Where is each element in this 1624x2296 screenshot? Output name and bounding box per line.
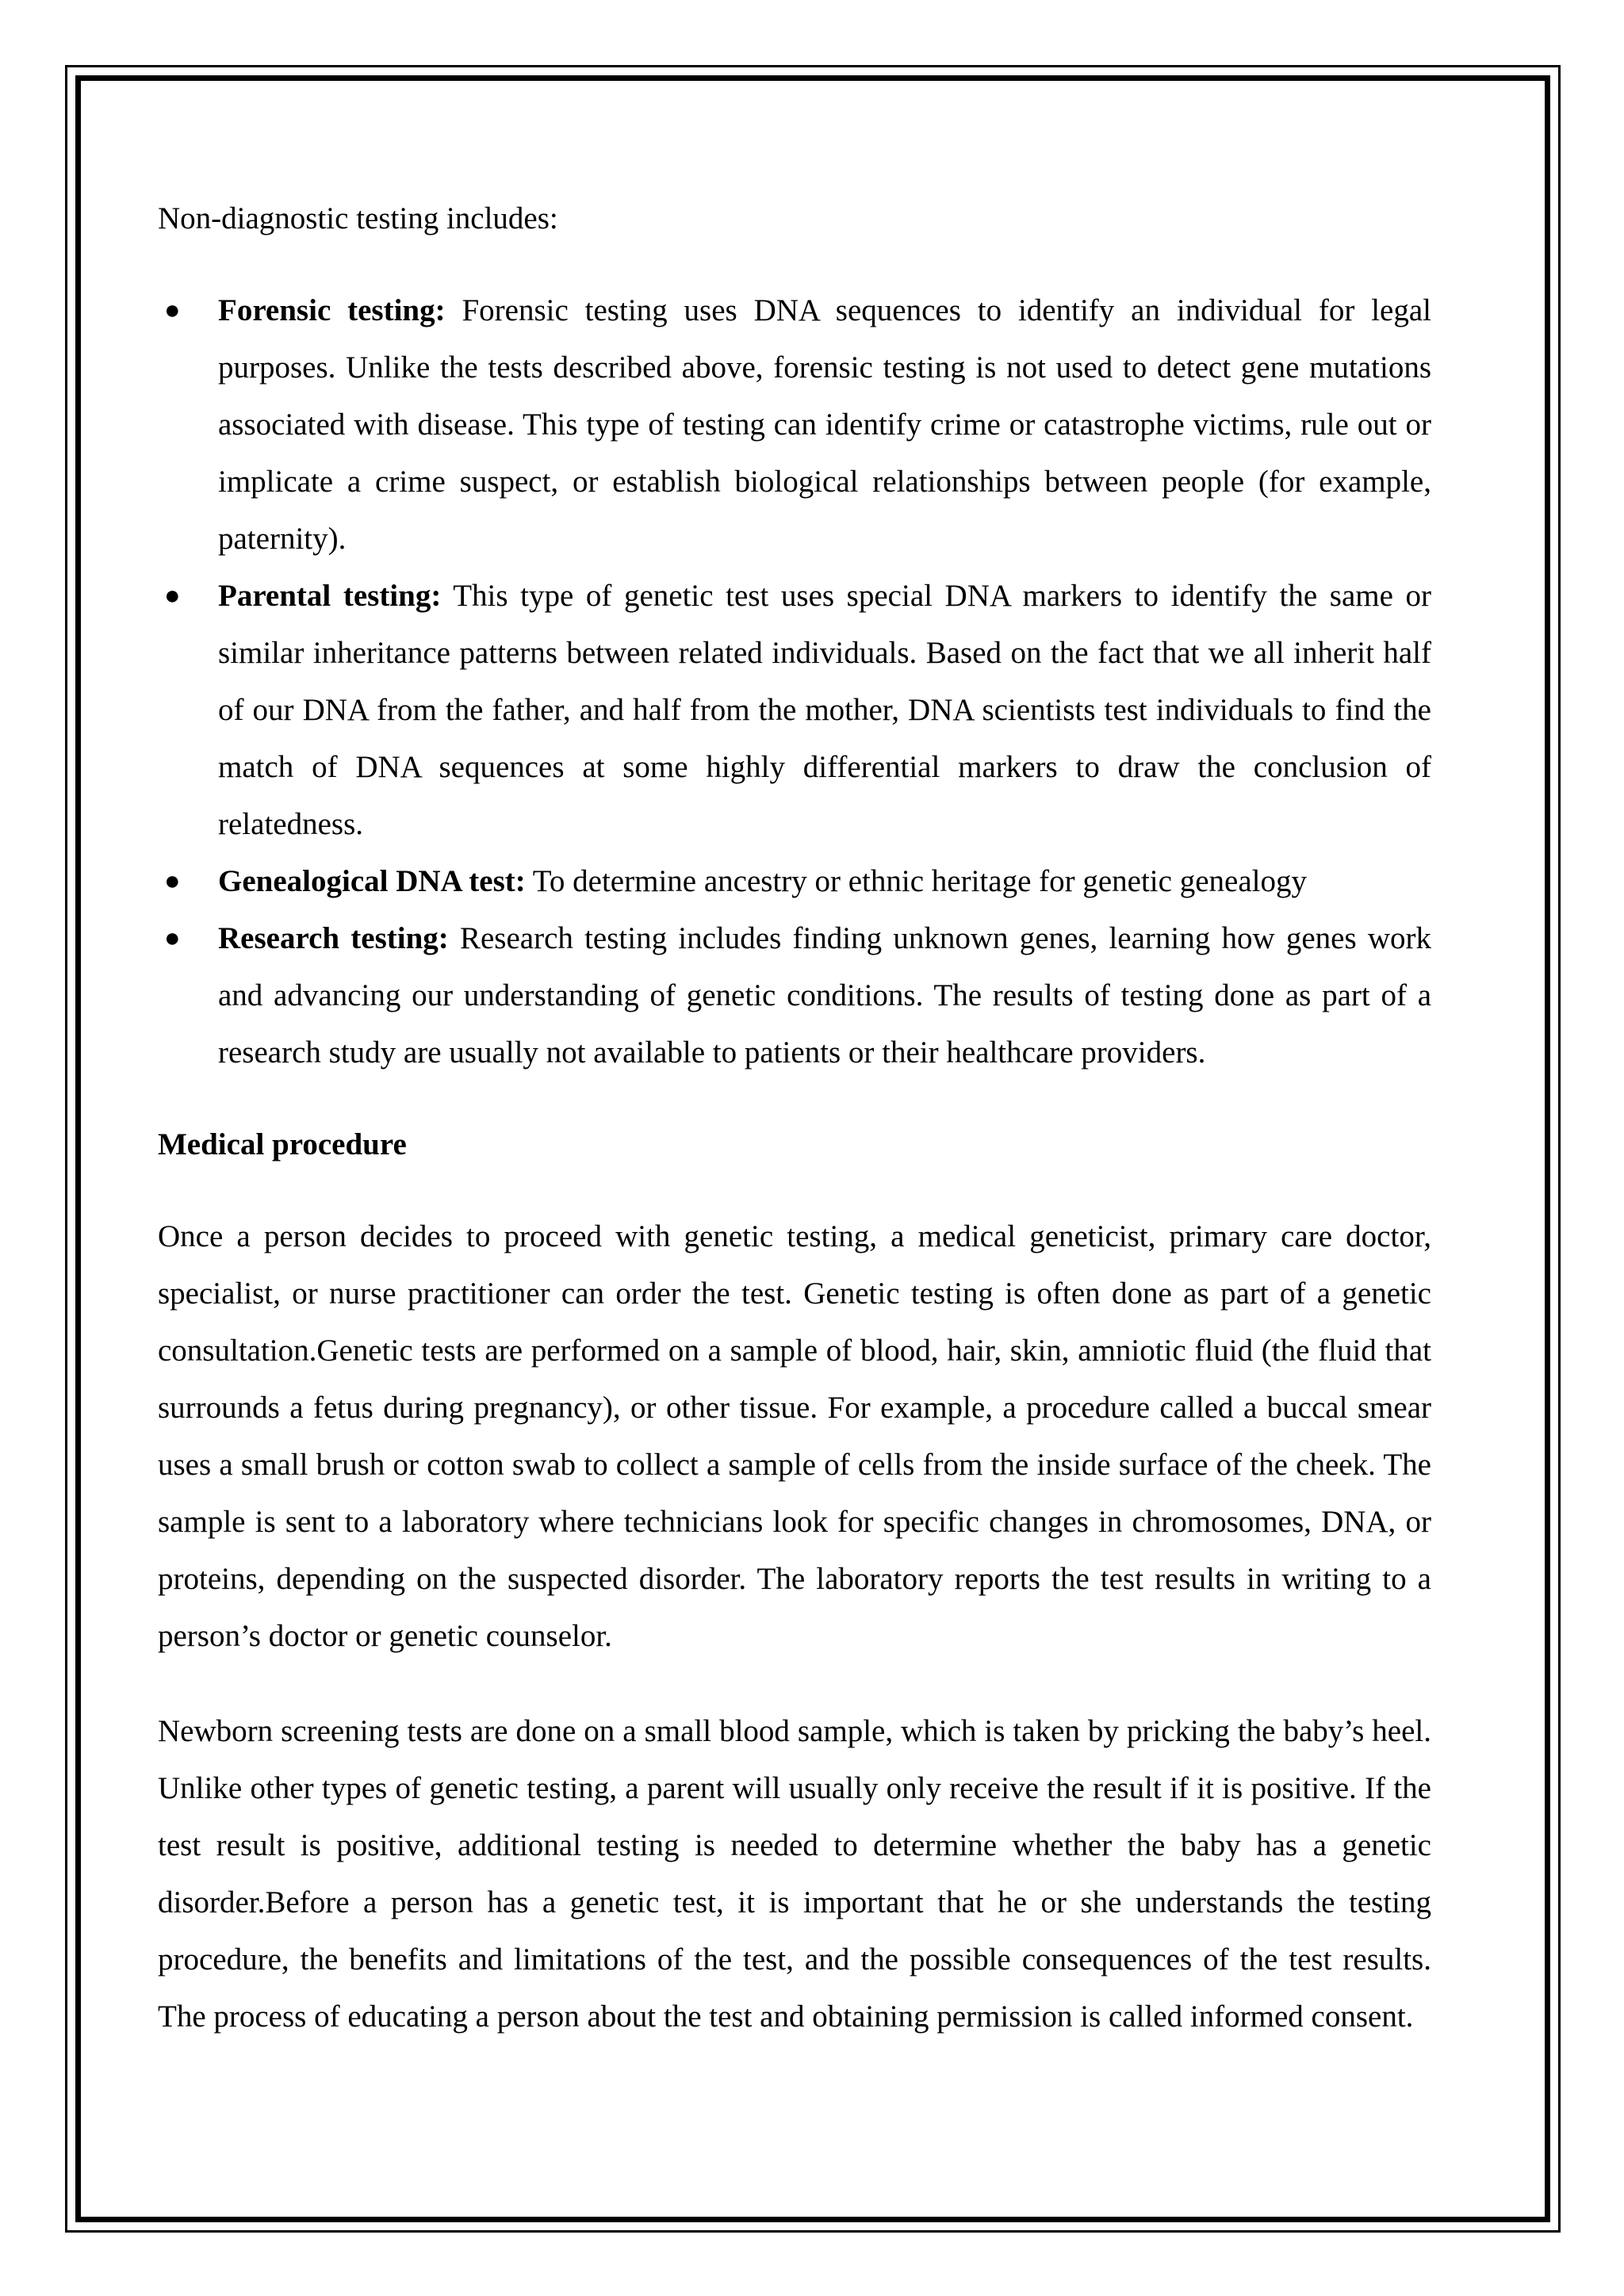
testing-types-list [158, 282, 1431, 1081]
document-body [158, 190, 1431, 2045]
list-item-text: To determine ancestry or ethnic heritage for genetic genealogy [525, 864, 1307, 898]
list-item-forensic-testing [158, 282, 1431, 568]
bullet-icon: ● [164, 867, 181, 896]
bullet-icon: ● [164, 581, 181, 610]
bullet-icon: ● [164, 924, 181, 953]
list-item-text: Forensic testing uses DNA sequences to identify an individual for legal purposes. Unlike the tests described above, forensic testing is not used to detect gene mutations associated with disease. This type of testing can identify crime or catastrophe victims, rule out or implicate a crime suspect, or establish biological relationships between people (for example, paternity). [218, 293, 1431, 556]
list-item-term: Research testing: [218, 921, 449, 955]
list-item-text: Research testing includes finding unknown genes, learning how genes work and advancing our understanding of genetic conditions. The results of testing done as part of a research study are usually not available to patients or their healthcare providers. [218, 921, 1431, 1070]
list-item-parental-testing [158, 568, 1431, 853]
bullet-icon: ● [164, 296, 181, 325]
paragraph-newborn-screening: Newborn screening tests are done on a small blood sample, which is taken by pricking the baby’s heel. Unlike other types of genetic testing, a parent will usually only receive the result if it is positive. If the test result is positive, additional testing is needed to determine whether the baby has a genetic disorder.Before a person has a genetic test, it is important that he or she understands the testing procedure, the benefits and limitations of the test, and the possible consequences of the test results. The process of educating a person about the test and obtaining permission is called informed consent. [158, 1714, 1431, 2034]
list-item-term: Parental testing: [218, 579, 442, 613]
list-item-genealogical-dna-test [158, 853, 1431, 910]
list-item-term: Genealogical DNA test: [218, 864, 526, 898]
list-item-term: Forensic testing: [218, 293, 446, 327]
section-heading: Medical procedure [158, 1127, 407, 1161]
intro-text: Non-diagnostic testing includes: [158, 201, 558, 235]
list-item-text: This type of genetic test uses special DNA markers to identify the same or similar inheritance patterns between related individuals. Based on the fact that we all inherit half of our DNA from the father, and half from the mother, DNA scientists test individuals to find the match of DNA sequences at some highly differential markers to draw the conclusion of relatedness. [218, 579, 1431, 841]
paragraph-medical-procedure: Once a person decides to proceed with genetic testing, a medical geneticist, primary care doctor, specialist, or nurse practitioner can order the test. Genetic testing is often done as part of a genetic consultation.Genetic tests are performed on a sample of blood, hair, skin, amniotic fluid (the fluid that surrounds a fetus during pregnancy), or other tissue. For example, a procedure called a buccal smear uses a small brush or cotton swab to collect a sample of cells from the inside surface of the cheek. The sample is sent to a laboratory where technicians look for specific changes in chromosomes, DNA, or proteins, depending on the suspected disorder. The laboratory reports the test results in writing to a person’s doctor or genetic counselor. [158, 1219, 1431, 1653]
list-item-research-testing [158, 910, 1431, 1081]
